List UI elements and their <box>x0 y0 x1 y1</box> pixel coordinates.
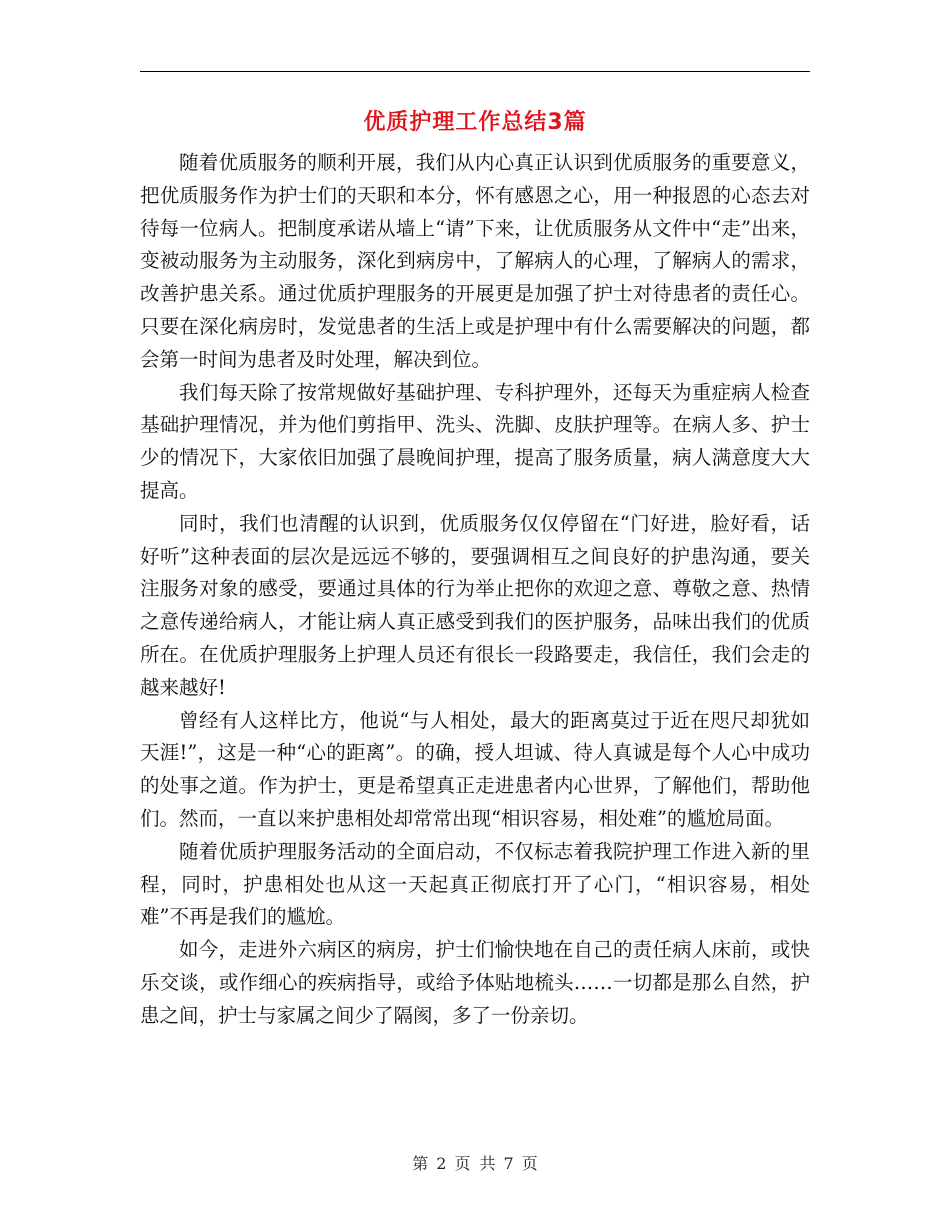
document-title: 优质护理工作总结3篇 <box>363 110 587 135</box>
paragraph-2: 我们每天除了按常规做好基础护理、专科护理外，还每天为重症病人检查基础护理情况，并为他们剪指甲、洗头、洗脚、皮肤护理等。在病人多、护士少的情况下，大家依旧加强了晨晚间护理，提高了服务质量，病人满意度大大提高。 <box>140 380 810 502</box>
document-body <box>140 147 810 1033</box>
page-footer <box>0 1152 950 1176</box>
footer-middle: 页 共 <box>454 1154 496 1173</box>
paragraph-1: 随着优质服务的顺利开展，我们从内心真正认识到优质服务的重要意义，把优质服务作为护士们的天职和本分，怀有感恩之心，用一种报恩的心态去对待每一位病人。把制度承诺从墙上“请”下来，让优质服务从文件中“走”出来，变被动服务为主动服务，深化到病房中，了解病人的心理，了解病人的需求，改善护患关系。通过优质护理服务的开展更是加强了护士对待患者的责任心。只要在深化病房时，发觉患者的生活上或是护理中有什么需要解决的问题，都会第一时间为患者及时处理，解决到位。 <box>140 151 810 371</box>
footer-suffix: 页 <box>521 1154 538 1173</box>
paragraph-6: 如今，走进外六病区的病房，护士们愉快地在自己的责任病人床前，或快乐交谈，或作细心的疾病指导，或给予体贴地梳头……一切都是那么自然，护患之间，护士与家属之间少了隔阂，多了一份亲切。 <box>140 938 810 1027</box>
footer-total-pages: 7 <box>503 1154 514 1173</box>
footer-prefix: 第 <box>412 1154 429 1173</box>
header-rule <box>140 71 810 72</box>
paragraph-3: 同时，我们也清醒的认识到，优质服务仅仅停留在“门好进，脸好看，话好听”这种表面的层次是远远不够的，要强调相互之间良好的护患沟通，要关注服务对象的感受，要通过具体的行为举止把你的欢迎之意、尊敬之意、热情之意传递给病人，才能让病人真正感受到我们的医护服务，品味出我们的优质所在。在优质护理服务上护理人员还有很长一段路要走，我信任，我们会走的越来越好! <box>140 511 810 699</box>
footer-page-number: 2 <box>436 1154 447 1173</box>
paragraph-5: 随着优质护理服务活动的全面启动，不仅标志着我院护理工作进入新的里程，同时，护患相处也从这一天起真正彻底打开了心门，“相识容易，相处难”不再是我们的尴尬。 <box>140 839 810 929</box>
paragraph-4: 曾经有人这样比方，他说“与人相处，最大的距离莫过于近在咫尺却犹如天涯!”，这是一种“心的距离”。的确，授人坦诚、待人真诚是每个人心中成功的处事之道。作为护士，更是希望真正走进患者内心世界，了解他们，帮助他们。然而，一直以来护患相处却常常出现“相识容易，相处难”的尴尬局面。 <box>140 708 810 830</box>
